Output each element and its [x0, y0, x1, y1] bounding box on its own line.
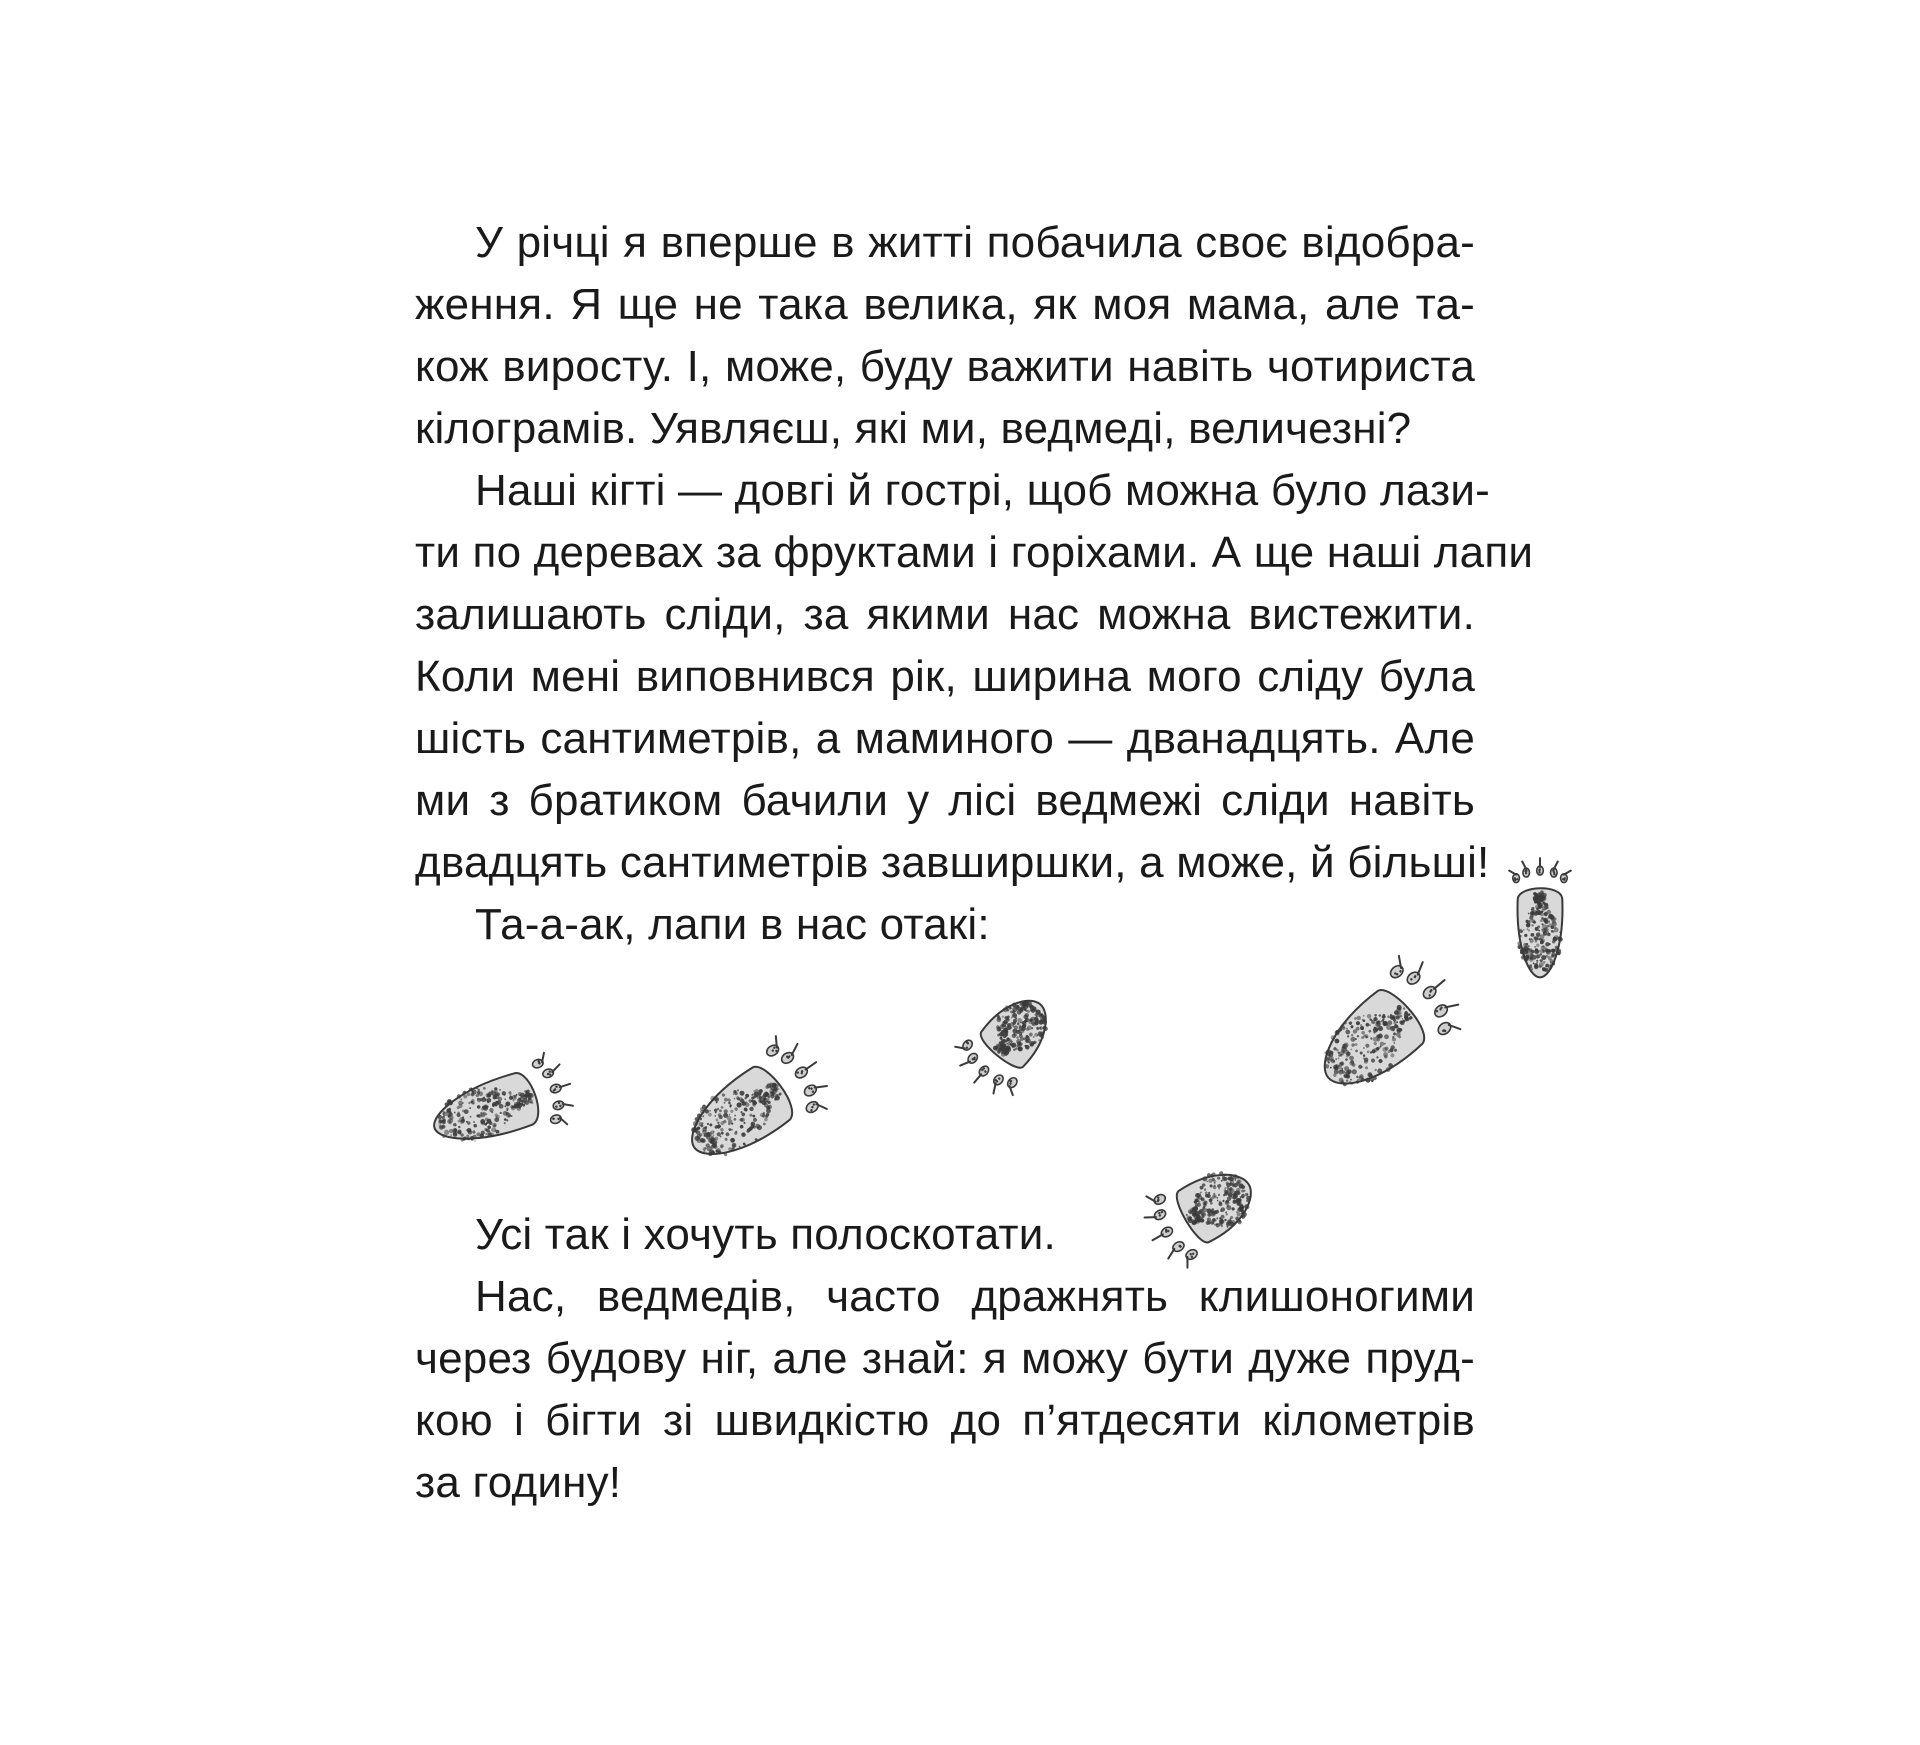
- paw-toe: [1436, 1020, 1453, 1037]
- bear-paw-print-icon: [950, 985, 1070, 1095]
- paragraph-1-line-1: У річці я вперше в житті побачила своє відобра-: [475, 218, 1475, 267]
- paragraph-5-line-4: за годину!: [415, 1458, 622, 1507]
- paw-pad: [676, 1060, 800, 1174]
- paragraph-1-line-2: ження. Я ще не така велика, як моя мама, але та-: [415, 280, 1475, 329]
- bear-paw-print-icon: [410, 1050, 600, 1160]
- paw-claw: [1564, 871, 1571, 875]
- paragraph-2-line-5: шість сантиметрів, а маминого — дванадцять. Але: [415, 714, 1475, 763]
- paragraph-2-line-3: залишають сліди, за якими нас можна вистежити.: [415, 590, 1475, 639]
- paragraph-2-line-2: ти по деревах за фруктами і горіхами. А ще наші лапи: [415, 528, 1534, 577]
- paragraph-5-line-2: через будову ніг, але знай: я можу бути дуже пруд-: [415, 1334, 1475, 1383]
- paragraph-3-line-1: Та-а-ак, лапи в нас отакі:: [475, 900, 990, 949]
- paw-toe: [1432, 1002, 1449, 1019]
- paw-toe: [552, 1100, 565, 1111]
- paw-pad: [976, 986, 1061, 1073]
- paw-toe: [1388, 963, 1405, 980]
- paw-claw: [1522, 862, 1526, 870]
- bear-paw-print-icon: [1290, 960, 1480, 1100]
- paw-claw: [1554, 862, 1558, 870]
- paw-claw: [806, 1062, 816, 1069]
- paragraph-2-line-7: двадцять сантиметрів завширшки, а може, й більші!: [415, 838, 1490, 887]
- paw-toe: [992, 1073, 1005, 1087]
- paw-claw: [560, 1084, 570, 1087]
- paw-toe: [1152, 1193, 1167, 1207]
- bear-paw-print-icon: [1495, 835, 1585, 995]
- paw-claw: [974, 1074, 981, 1082]
- paw-claw: [551, 1064, 561, 1072]
- paragraph-4-line-1: Усі так і хочуть полоскотати.: [475, 1210, 1056, 1259]
- paragraph-1-line-4: кілограмів. Уявляєш, які ми, ведмеді, величезні?: [415, 404, 1412, 453]
- paw-claw: [1153, 1234, 1163, 1240]
- paw-toe: [1006, 1076, 1019, 1090]
- paragraph-5-line-1: Нас, ведмедів, часто дражнять клишоногими: [475, 1272, 1475, 1321]
- paragraph-2-line-1: Наші кігті — довгі й гострі, щоб можна було лази-: [475, 466, 1491, 515]
- bear-paw-print-icon: [660, 1040, 850, 1170]
- paw-pad: [1171, 1159, 1264, 1247]
- paragraph-2-line-4: Коли мені виповнився рік, ширина мого сліду була: [415, 652, 1475, 701]
- paw-claw: [563, 1101, 573, 1109]
- bear-paw-print-icon: [1140, 1150, 1270, 1270]
- paw-toe: [961, 1038, 974, 1052]
- paw-toe: [802, 1083, 818, 1098]
- paragraph-2-line-6: ми з братиком бачили у лісі ведмежі сліди навіть: [415, 776, 1475, 825]
- paragraph-5-line-3: кою і бігти зі швидкістю до п’ятдесяти кілометрів: [415, 1396, 1475, 1445]
- paw-pad: [1306, 983, 1432, 1105]
- paw-claw: [1434, 980, 1445, 989]
- paragraph-1-line-3: кож виросту. І, може, буду важити навіть чотириста: [415, 342, 1475, 391]
- paw-claw: [1509, 871, 1516, 875]
